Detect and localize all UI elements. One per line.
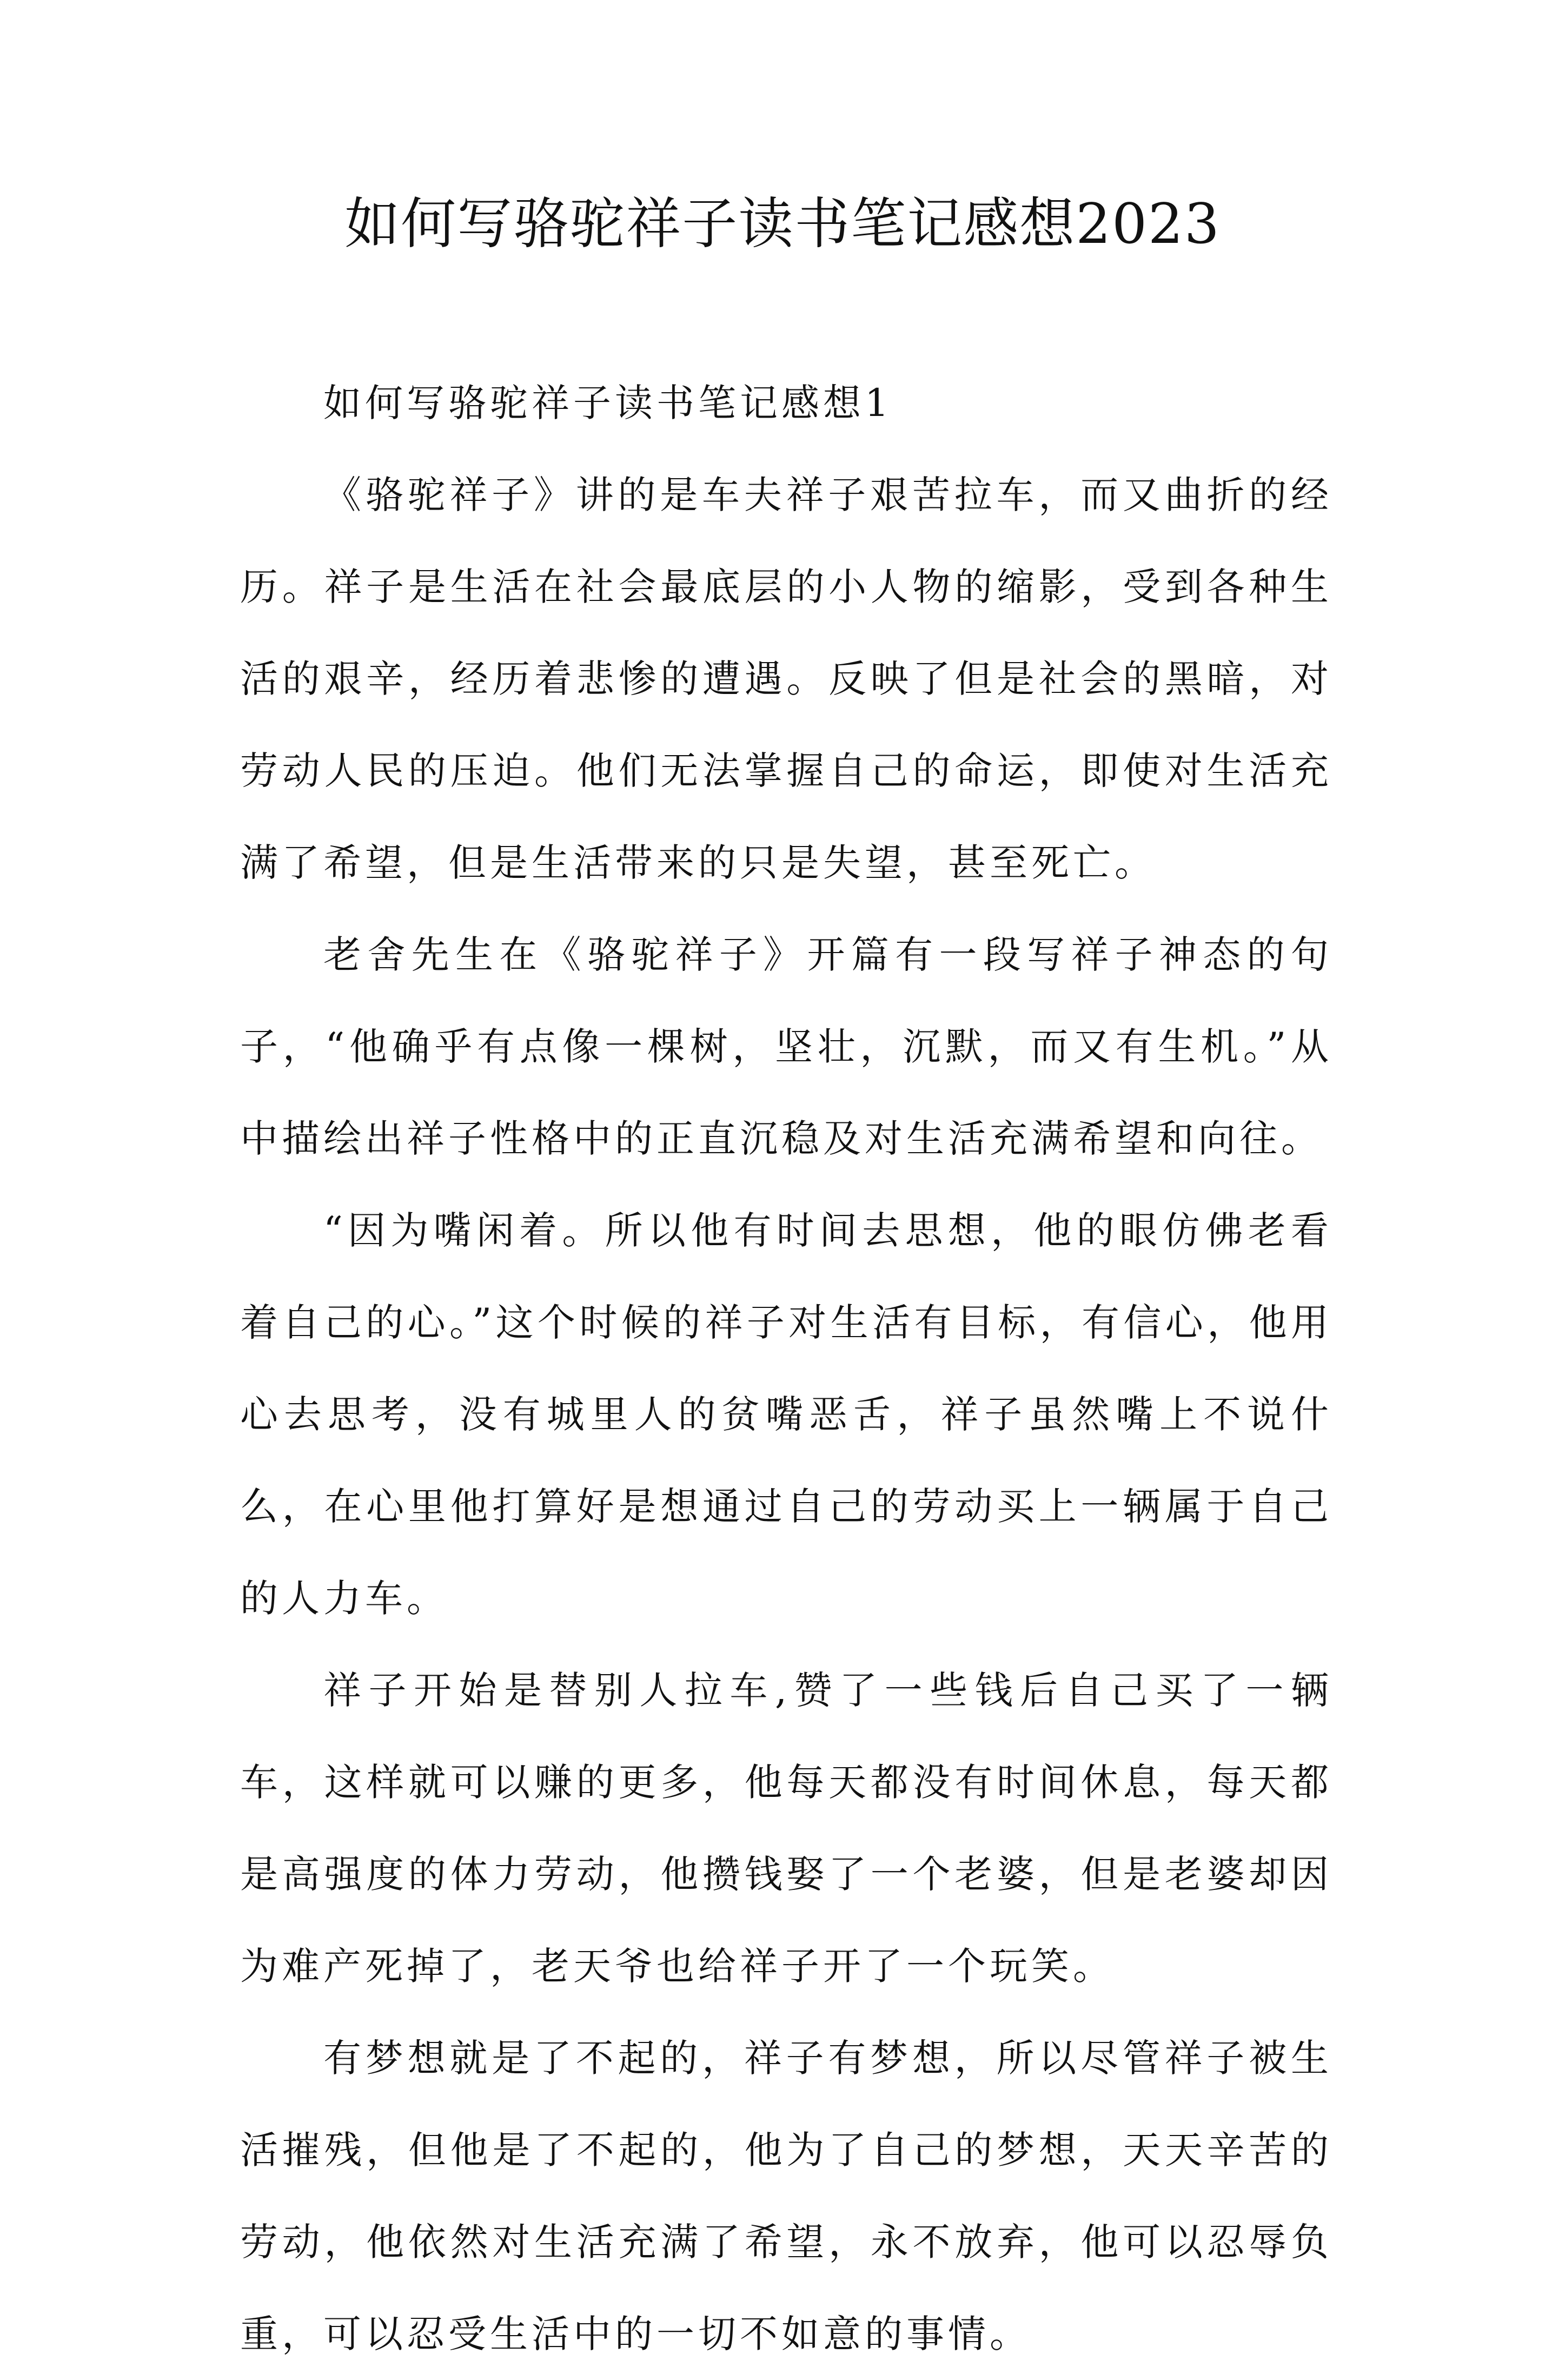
- paragraph-5: 有梦想就是了不起的，祥子有梦想，所以尽管祥子被生活摧残，但他是了不起的，他为了自己的梦想，天天辛苦的劳动，他依然对生活充满了希望，永不放弃，他可以忍辱负重，可以忍受生活中的一切不如意的事情。: [240, 2036, 1332, 2356]
- document-body: [240, 357, 1332, 2380]
- paragraph-3: “因为嘴闲着。所以他有时间去思想，他的眼仿佛老看着自己的心。”这个时候的祥子对生活有目标，有信心，他用心去思考，没有城里人的贫嘴恶舌，祥子虽然嘴上不说什么，在心里他打算好是想通过自己的劳动买上一辆属于自己的人力车。: [240, 1208, 1332, 1621]
- section-heading: 如何写骆驼祥子读书笔记感想1: [323, 381, 893, 425]
- paragraph-1: 《骆驼祥子》讲的是车夫祥子艰苦拉车，而又曲折的经历。祥子是生活在社会最底层的小人物的缩影，受到各种生活的艰辛，经历着悲惨的遭遇。反映了但是社会的黑暗，对劳动人民的压迫。他们无法掌握自己的命运，即使对生活充满了希望，但是生活带来的只是失望，甚至死亡。: [240, 473, 1332, 885]
- document-title: 如何写骆驼祥子读书笔记感想2023: [344, 192, 1221, 256]
- paragraph-2: 老舍先生在《骆驼祥子》开篇有一段写祥子神态的句子，“他确乎有点像一棵树，坚壮，沉默，而又有生机。”从中描绘出祥子性格中的正直沉稳及对生活充满希望和向往。: [240, 933, 1332, 1161]
- paragraph-4: 祥子开始是替别人拉车,赞了一些钱后自己买了一辆车，这样就可以赚的更多，他每天都没有时间休息，每天都是高强度的体力劳动，他攒钱娶了一个老婆，但是老婆却因为难产死掉了，老天爷也给祥子开了一个玩笑。: [240, 1668, 1332, 1988]
